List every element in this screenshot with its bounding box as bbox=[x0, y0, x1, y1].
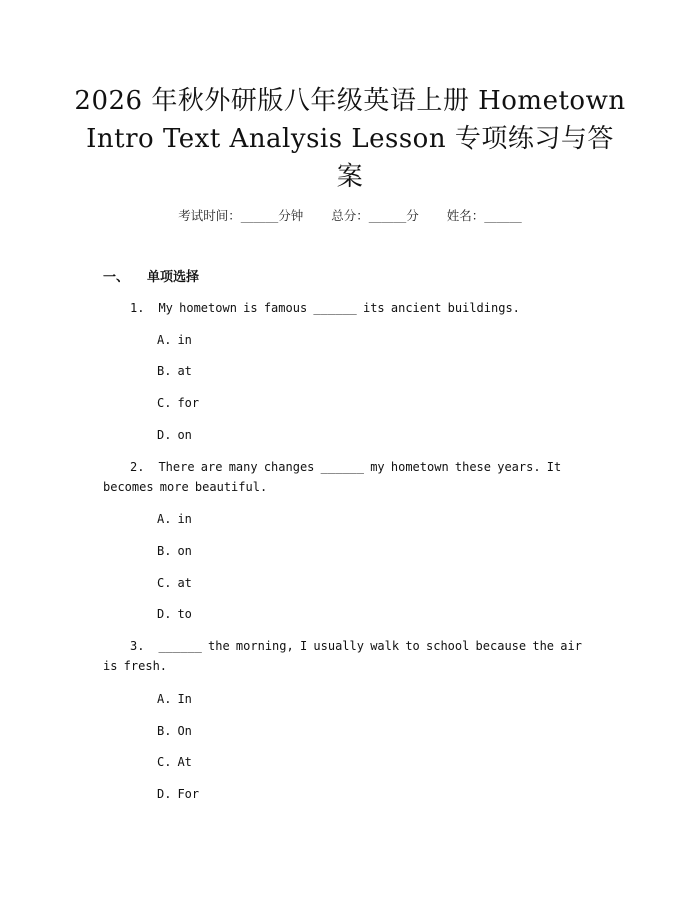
option-text: For bbox=[177, 787, 200, 801]
option-letter: D. bbox=[157, 607, 172, 621]
question-3-option-c bbox=[157, 752, 192, 772]
question-number: 2. bbox=[130, 460, 145, 474]
question-3-option-a bbox=[157, 689, 192, 709]
option-text: At bbox=[177, 755, 192, 769]
option-letter: A. bbox=[157, 692, 172, 706]
question-text: ______ the morning, I usually walk to school because the air is fresh. bbox=[103, 639, 582, 673]
option-text: In bbox=[177, 692, 192, 706]
question-2 bbox=[103, 457, 591, 497]
option-letter: C. bbox=[157, 576, 172, 590]
exam-time-field: 考试时间：______分钟 bbox=[178, 208, 304, 223]
title-line-2: Intro Text Analysis Lesson 专项练习与答 bbox=[86, 124, 614, 154]
question-text: There are many changes ______ my hometown these years. It becomes more beautiful. bbox=[103, 460, 562, 494]
option-text: on bbox=[177, 544, 192, 558]
option-text: in bbox=[177, 333, 192, 347]
option-text: for bbox=[177, 396, 200, 410]
option-text: to bbox=[177, 607, 192, 621]
exam-name-field: 姓名：______ bbox=[446, 208, 522, 223]
question-2-option-c bbox=[157, 573, 192, 593]
question-3-option-b bbox=[157, 721, 192, 741]
option-letter: B. bbox=[157, 544, 172, 558]
question-number: 3. bbox=[130, 639, 145, 653]
question-text: My hometown is famous ______ its ancient buildings. bbox=[158, 301, 520, 315]
question-2-option-a bbox=[157, 509, 192, 529]
question-number: 1. bbox=[130, 301, 145, 315]
question-3-option-d bbox=[157, 784, 199, 804]
option-text: on bbox=[177, 428, 192, 442]
exam-score-field: 总分：______分 bbox=[331, 208, 419, 223]
exam-meta bbox=[0, 206, 700, 224]
question-1-option-c bbox=[157, 393, 199, 413]
section-title: 单项选择 bbox=[147, 270, 200, 285]
option-text: at bbox=[177, 364, 192, 378]
option-letter: A. bbox=[157, 333, 172, 347]
option-letter: B. bbox=[157, 364, 172, 378]
option-letter: B. bbox=[157, 724, 172, 738]
question-1-option-b bbox=[157, 361, 192, 381]
option-letter: D. bbox=[157, 787, 172, 801]
option-text: On bbox=[177, 724, 192, 738]
question-2-option-b bbox=[157, 541, 192, 561]
question-1-option-d bbox=[157, 425, 192, 445]
section-number: 一、 bbox=[103, 270, 130, 285]
question-2-option-d bbox=[157, 604, 192, 624]
title-line-3: 案 bbox=[336, 162, 364, 192]
option-letter: D. bbox=[157, 428, 172, 442]
title-line-1: 2026 年秋外研版八年级英语上册 Hometown bbox=[74, 86, 626, 116]
page-title bbox=[60, 82, 640, 196]
question-1 bbox=[103, 298, 591, 318]
option-text: in bbox=[177, 512, 192, 526]
option-letter: C. bbox=[157, 396, 172, 410]
question-3 bbox=[103, 636, 591, 676]
option-text: at bbox=[177, 576, 192, 590]
option-letter: C. bbox=[157, 755, 172, 769]
section-heading bbox=[103, 266, 199, 285]
question-1-option-a bbox=[157, 330, 192, 350]
option-letter: A. bbox=[157, 512, 172, 526]
